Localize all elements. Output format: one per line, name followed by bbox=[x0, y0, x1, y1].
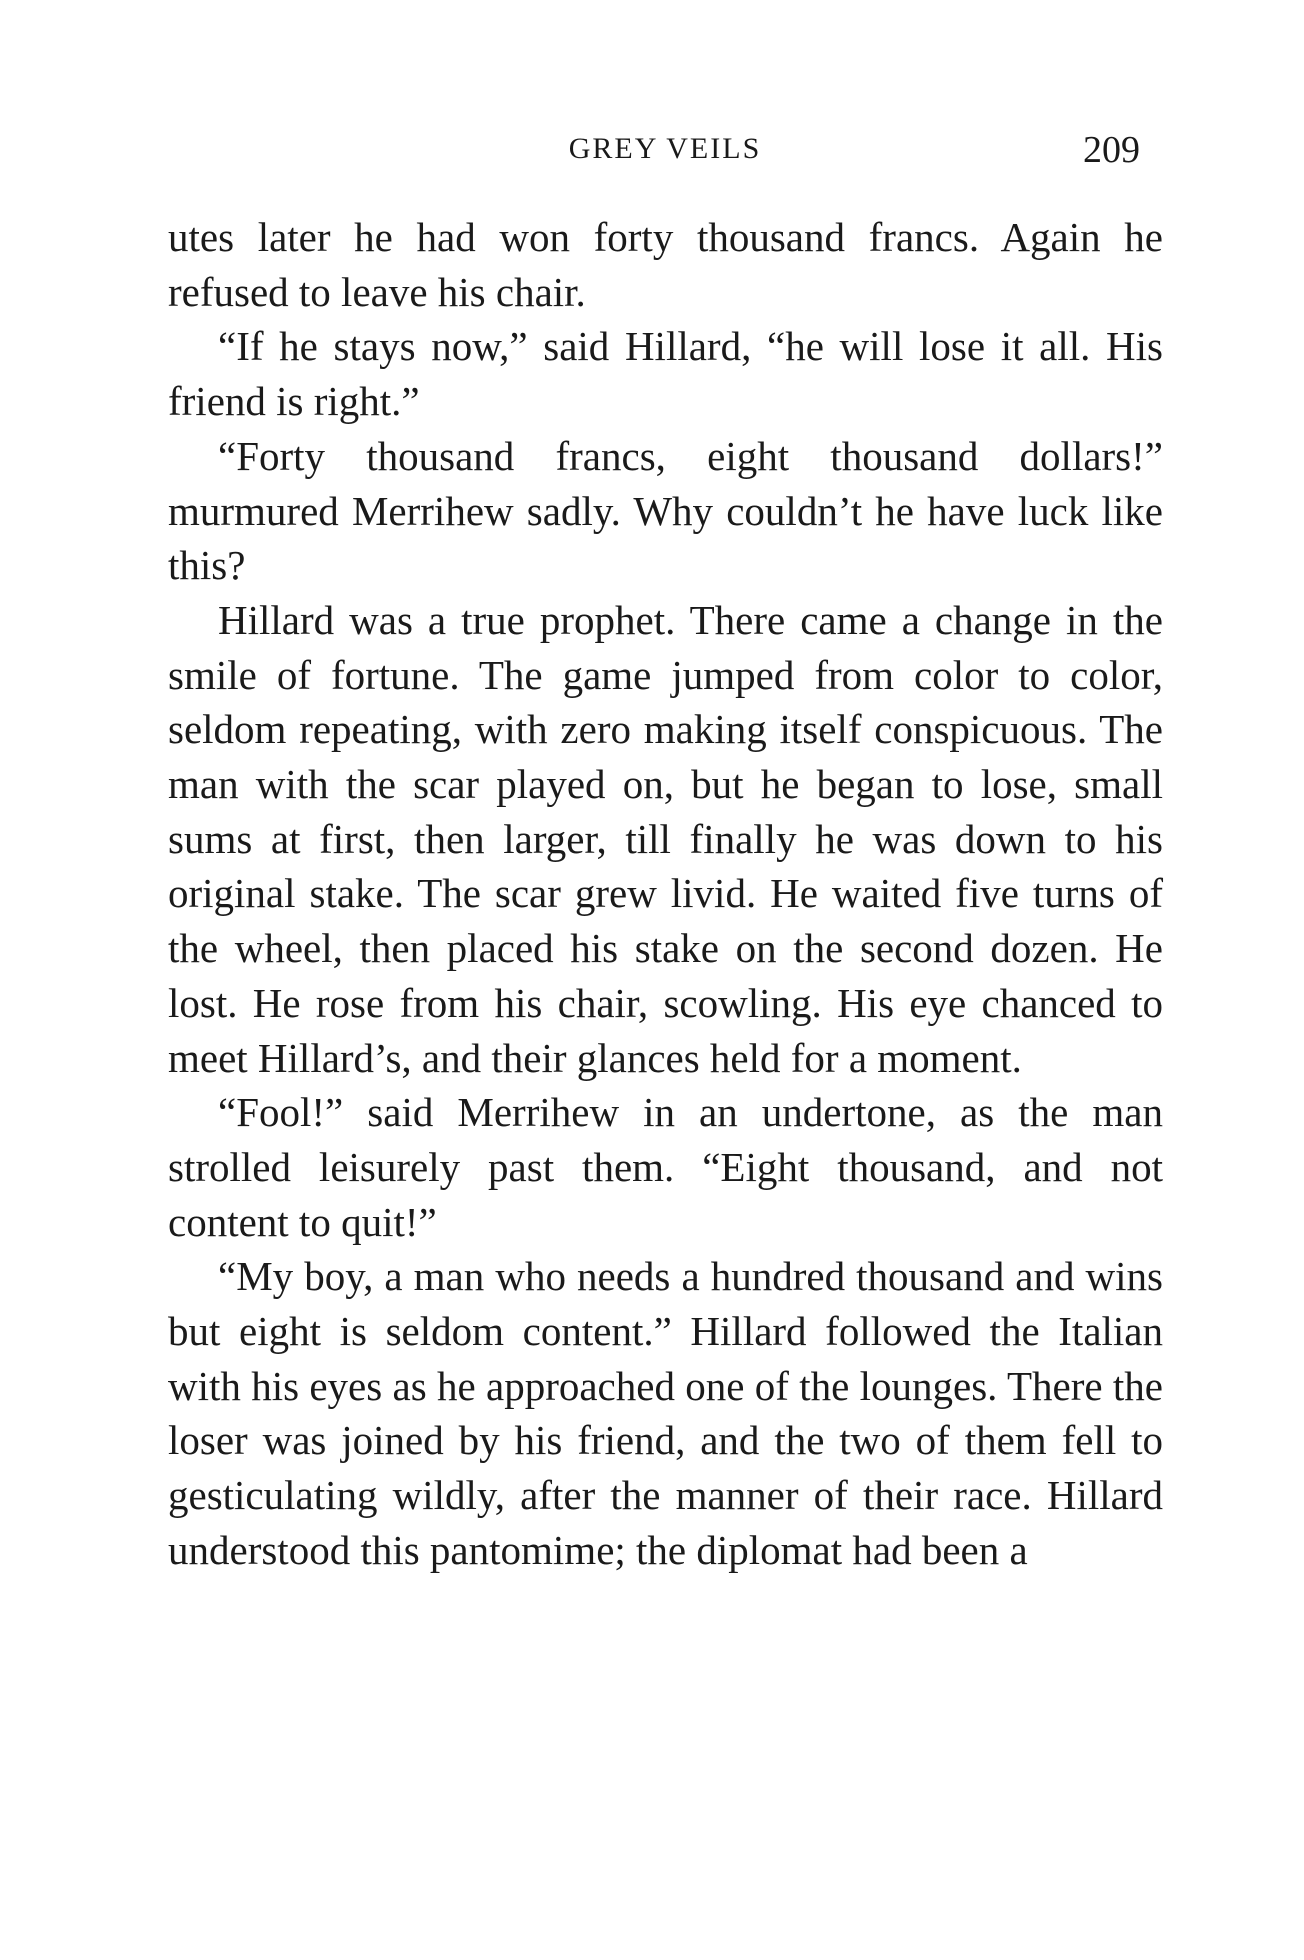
paragraph-1: utes later he had won forty thousand francs. Again he refused to leave his chair. bbox=[168, 214, 1163, 315]
body-text bbox=[168, 210, 1163, 1578]
paragraph-6: “My boy, a man who needs a hundred thousand and wins but eight is seldom content.” Hillard followed the Italian with his eyes as he approached one of the lounges. There the loser was joined by his friend, and the two of them fell to gesticulating wildly, after the manner of their race. Hillard understood this pantomime; the diplomat had been a bbox=[168, 1253, 1163, 1573]
paragraph-3: “Forty thousand francs, eight thousand dollars!” murmured Merrihew sadly. Why couldn’t he have luck like this? bbox=[168, 432, 1163, 589]
running-head bbox=[170, 128, 1160, 178]
page-number: 209 bbox=[1083, 129, 1140, 171]
paragraph-2: “If he stays now,” said Hillard, “he will lose it all. His friend is right.” bbox=[168, 323, 1163, 425]
paragraph-5: “Fool!” said Merrihew in an undertone, as the man strolled leisurely past them. “Eight thousand, and not content to quit!” bbox=[168, 1089, 1163, 1245]
running-title: GREY VEILS bbox=[568, 132, 762, 165]
paragraph-4: Hillard was a true prophet. There came a change in the smile of fortune. The game jumped from color to color, seldom repeating, with zero making itself conspicuous. The man with the scar played on, but he began to lose, small sums at first, then larger, till finally he was down to his original stake. The scar grew livid. He waited five turns of the wheel, then placed his stake on the second dozen. He lost. He rose from his chair, scowling. His eye chanced to meet Hillard’s, and their glances held for a moment. bbox=[168, 596, 1163, 1081]
